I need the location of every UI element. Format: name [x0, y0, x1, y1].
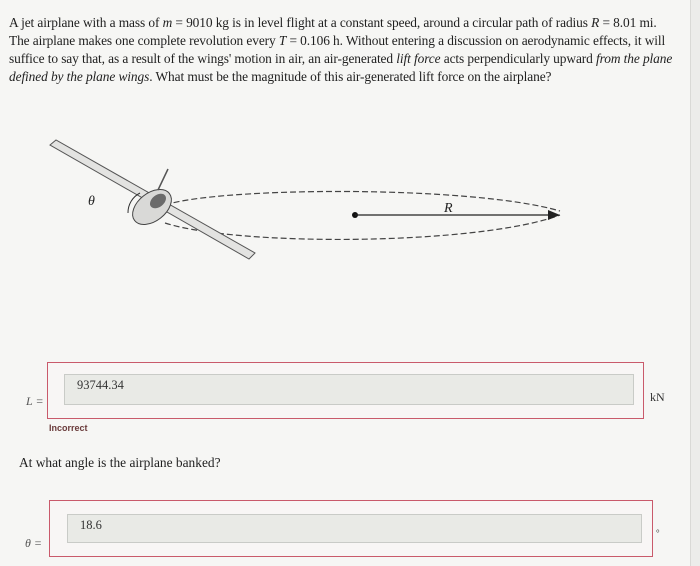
lift-variable-label: L =: [26, 394, 44, 408]
problem-text: [9, 14, 674, 86]
period-symbol: T: [278, 33, 287, 48]
airplane-diagram: [40, 135, 600, 275]
circular-path-top: [165, 191, 560, 211]
theta-label: θ: [88, 194, 95, 209]
angle-question: At what angle is the airplane banked?: [19, 455, 221, 470]
mass-symbol: m: [162, 15, 173, 30]
lift-input-field[interactable]: [64, 374, 634, 405]
radius-arrowhead: [548, 210, 560, 220]
problem-text-part: = 8.01 mi. The airplane makes one complete revolution every: [9, 15, 657, 48]
problem-text-part: = 9010 kg is in level flight at a constant speed, around a circular path of radius: [172, 15, 592, 30]
plane-definition-term: from the plane defined by the plane wings: [9, 51, 673, 84]
angle-input-value: 18.6: [80, 518, 102, 532]
lift-force-term: lift force: [396, 51, 441, 66]
angle-variable-label: θ =: [25, 536, 42, 550]
lift-unit-label: kN: [650, 390, 665, 404]
incorrect-status: Incorrect: [49, 423, 88, 433]
angle-answer-box: [49, 500, 653, 557]
lift-input-value: 93744.34: [77, 378, 124, 392]
radius-symbol: R: [591, 15, 600, 30]
radius-label: R: [444, 201, 453, 216]
problem-text-part: A jet airplane with a mass of: [9, 15, 163, 30]
problem-text-part: = 0.106 h. Without entering a discussion on aerodynamic effects, it will suffice to say that, as a result of the wings' motion in air, an air-generated: [9, 33, 666, 66]
problem-text-part: acts perpendicularly upward: [440, 51, 596, 66]
lift-answer-box: [47, 362, 644, 419]
airplane-fuselage: [126, 169, 178, 232]
problem-text-part: . What must be the magnitude of this air-generated lift force on the airplane?: [149, 69, 552, 84]
angle-input-field[interactable]: [67, 514, 642, 543]
angle-unit-label: °: [656, 528, 660, 538]
